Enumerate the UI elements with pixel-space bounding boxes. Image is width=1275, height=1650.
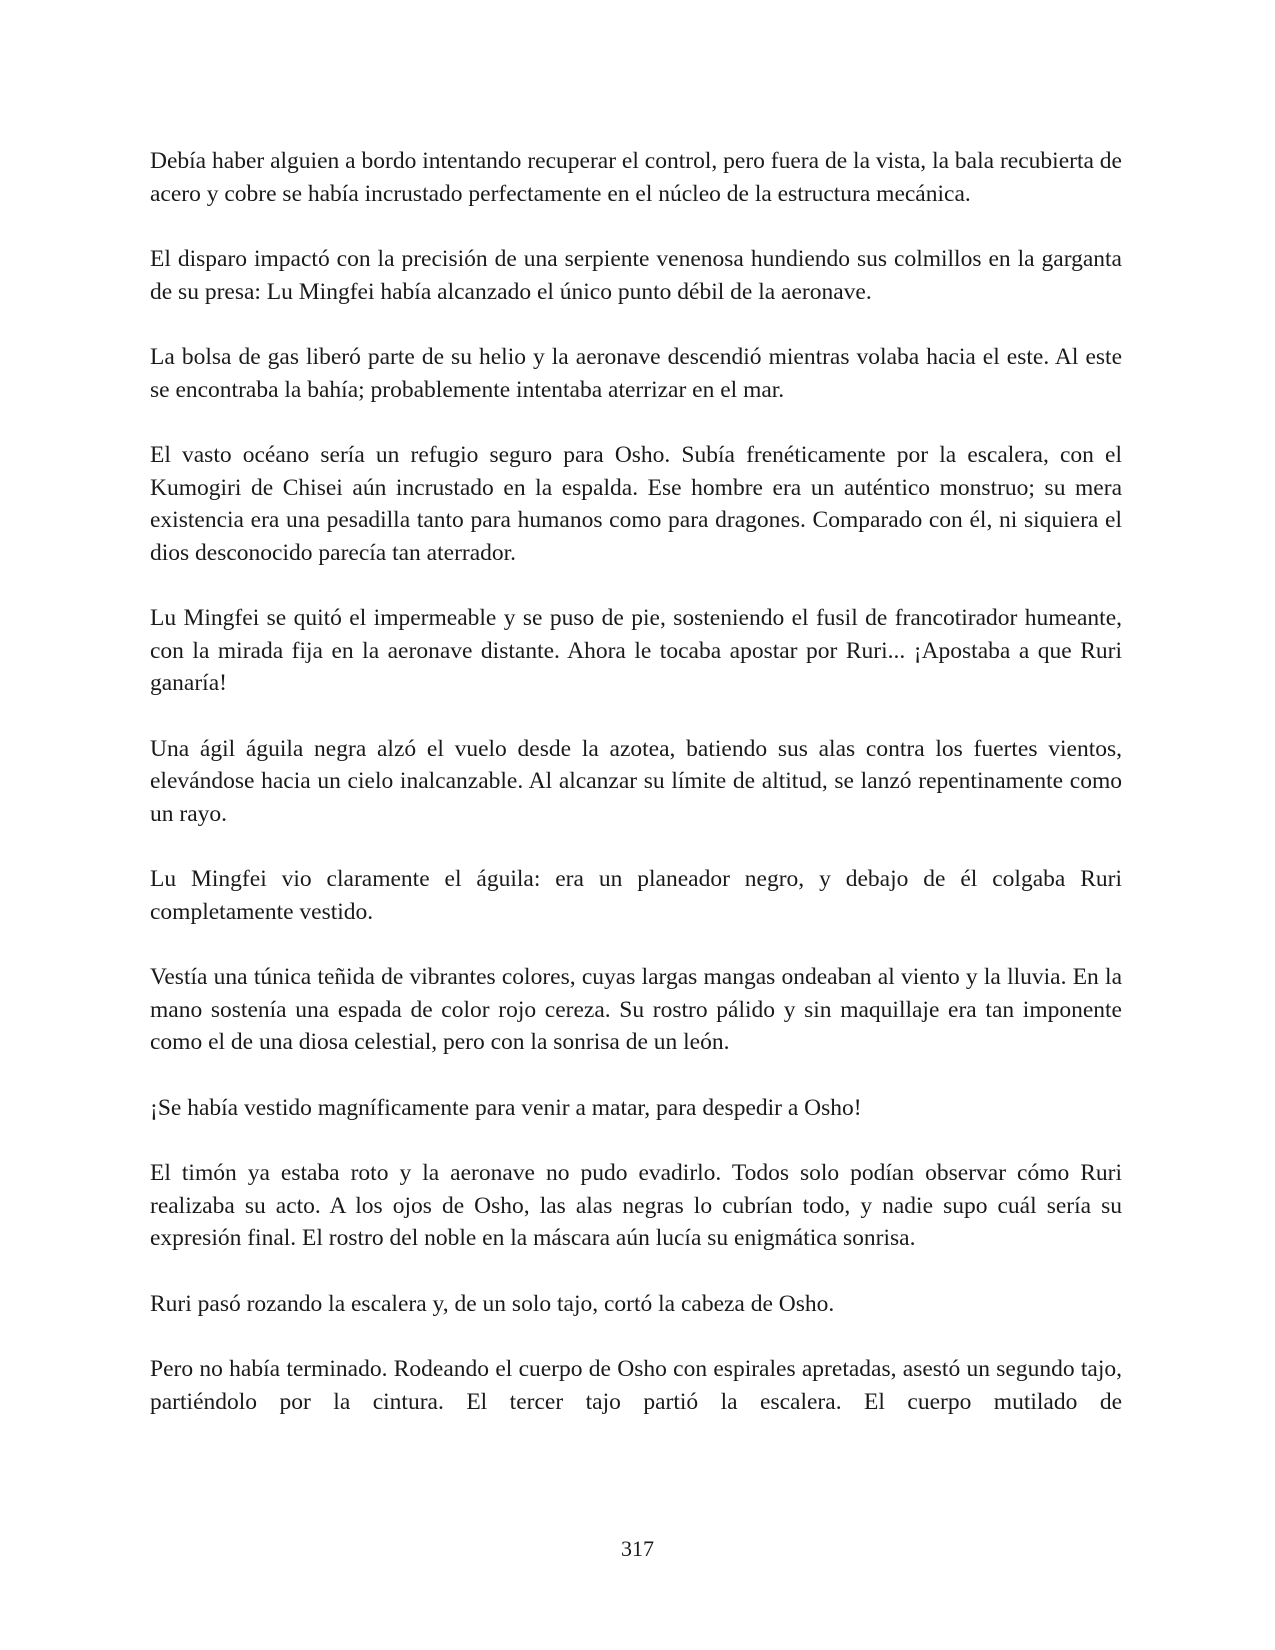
paragraph: Lu Mingfei se quitó el impermeable y se puso de pie, sosteniendo el fusil de francotirador humeante, con la mirada fija en la aeronave distante. Ahora le tocaba apostar por Ruri... ¡Apostaba a que Ruri ganaría! bbox=[150, 605, 1122, 696]
body-text bbox=[150, 145, 1122, 1418]
paragraph: El vasto océano sería un refugio seguro para Osho. Subía frenéticamente por la escalera, con el Kumogiri de Chisei aún incrustado en la espalda. Ese hombre era un auténtico monstruo; su mera existencia era una pesadilla tanto para humanos como para dragones. Comparado con él, ni siquiera el dios desconocido parecía tan aterrador. bbox=[150, 442, 1122, 566]
paragraph: Una ágil águila negra alzó el vuelo desde la azotea, batiendo sus alas contra los fuertes vientos, elevándose hacia un cielo inalcanzable. Al alcanzar su límite de altitud, se lanzó repentinamente como un rayo. bbox=[150, 735, 1122, 827]
paragraph: Lu Mingfei vio claramente el águila: era un planeador negro, y debajo de él colgaba Ruri completamente vestido. bbox=[150, 866, 1122, 925]
paragraph: Ruri pasó rozando la escalera y, de un solo tajo, cortó la cabeza de Osho. bbox=[150, 1290, 835, 1317]
paragraph: El timón ya estaba roto y la aeronave no pudo evadirlo. Todos solo podían observar cómo Ruri realizaba su acto. A los ojos de Osho, las alas negras lo cubrían todo, y nadie supo cuál sería su expresión final. El rostro del noble en la máscara aún lucía su enigmática sonrisa. bbox=[150, 1160, 1122, 1251]
paragraph: El disparo impactó con la precisión de una serpiente venenosa hundiendo sus colmillos en la garganta de su presa: Lu Mingfei había alcanzado el único punto débil de la aeronave. bbox=[150, 246, 1122, 305]
paragraph: Pero no había terminado. Rodeando el cuerpo de Osho con espirales apretadas, asestó un segundo tajo, partiéndolo por la cintura. El tercer tajo partió la escalera. El cuerpo mutilado de bbox=[150, 1356, 1122, 1415]
page-number: 317 bbox=[621, 1536, 654, 1561]
paragraph: La bolsa de gas liberó parte de su helio y la aeronave descendió mientras volaba hacia el este. Al este se encontraba la bahía; probablemente intentaba aterrizar en el mar. bbox=[150, 344, 1122, 403]
paragraph: Debía haber alguien a bordo intentando recuperar el control, pero fuera de la vista, la bala recubierta de acero y cobre se había incrustado perfectamente en el núcleo de la estructura mecánica. bbox=[150, 148, 1122, 207]
paragraph: Vestía una túnica teñida de vibrantes colores, cuyas largas mangas ondeaban al viento y la lluvia. En la mano sostenía una espada de color rojo cereza. Su rostro pálido y sin maquillaje era tan imponente como el de una diosa celestial, pero con la sonrisa de un león. bbox=[150, 964, 1122, 1055]
paragraph: ¡Se había vestido magníficamente para venir a matar, para despedir a Osho! bbox=[150, 1094, 862, 1121]
